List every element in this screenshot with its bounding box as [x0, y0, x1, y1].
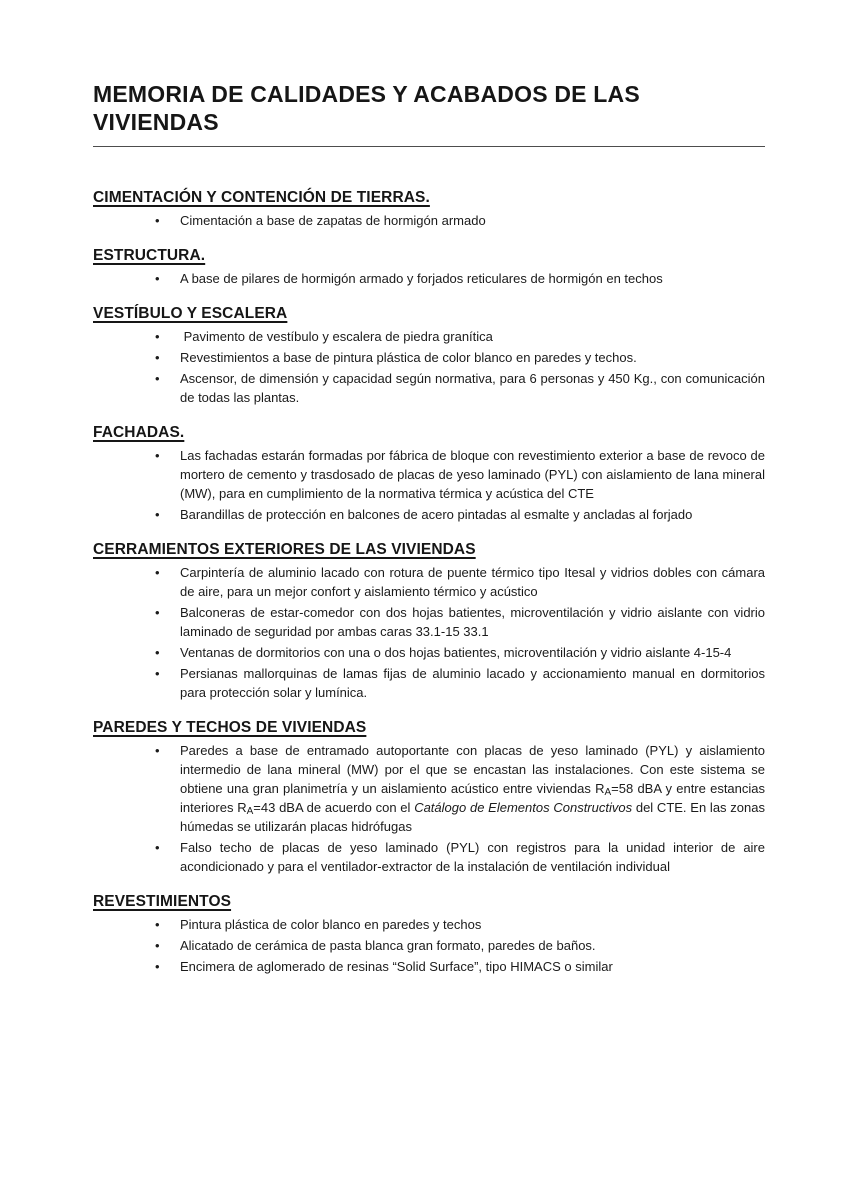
text-segment: Barandillas de protección en balcones de acero pintadas al esmalte y ancladas al forjado: [180, 507, 693, 522]
section-heading: PAREDES Y TECHOS DE VIVIENDAS: [93, 719, 367, 736]
bullet-item: [93, 741, 765, 836]
bullet-item: [93, 643, 765, 662]
bullet-item: [93, 936, 765, 955]
document-section: [93, 304, 765, 407]
italic-text: Catálogo de Elementos Constructivos: [414, 800, 633, 815]
bullet-list: [93, 269, 765, 288]
bullet-list: [93, 327, 765, 407]
document-section: [93, 892, 765, 976]
section-heading: REVESTIMIENTOS: [93, 893, 232, 910]
text-segment: A base de pilares de hormigón armado y forjados reticulares de hormigón en techos: [180, 271, 663, 286]
text-segment: =43 dBA de acuerdo con el: [253, 800, 415, 815]
bullet-item: [93, 446, 765, 503]
text-segment: Paredes a base de entramado autoportante con placas de yeso laminado (PYL) y aislamiento intermedio de lana mineral (MW) por el que se encastan las instalaciones. Con este sistema se obtiene una gran planimetría y un aislamiento acústico entre viviendas R: [180, 743, 765, 796]
bullet-item: [93, 957, 765, 976]
text-segment: Ascensor, de dimensión y capacidad según normativa, para 6 personas y 450 Kg., con comunicación de todas las plantas.: [180, 371, 765, 405]
text-segment: =58 dBA y entre estancias interiores R: [180, 781, 766, 815]
section-heading: ESTRUCTURA.: [93, 247, 206, 264]
subscript-text: A: [246, 805, 254, 817]
bullet-list: [93, 211, 765, 230]
document-section: [93, 423, 765, 524]
bullet-item: [93, 211, 765, 230]
bullet-item: [93, 348, 765, 367]
text-segment: Falso techo de placas de yeso laminado (PYL) con registros para la unidad interior de aire acondicionado y para el ventilador-extractor de la instalación de ventilación individual: [180, 840, 765, 874]
text-segment: Alicatado de cerámica de pasta blanca gran formato, paredes de baños.: [180, 938, 596, 953]
text-segment: Carpintería de aluminio lacado con rotura de puente térmico tipo Itesal y vidrios dobles con cámara de aire, para un mejor confort y aislamiento térmico y acústico: [180, 565, 765, 599]
bullet-list: [93, 563, 765, 702]
text-segment: Ventanas de dormitorios con una o dos hojas batientes, microventilación y vidrio aislante 4-15-4: [180, 645, 732, 660]
bullet-list: [93, 915, 765, 976]
text-segment: Pavimento de vestíbulo y escalera de piedra granítica: [180, 329, 493, 344]
document-section: [93, 718, 765, 876]
section-heading: CERRAMIENTOS EXTERIORES DE LAS VIVIENDAS: [93, 541, 476, 558]
bullet-item: [93, 563, 765, 601]
bullet-item: [93, 838, 765, 876]
text-segment: Balconeras de estar-comedor con dos hojas batientes, microventilación y vidrio aislante con vidrio laminado de seguridad por ambas caras 33.1-15 33.1: [180, 605, 765, 639]
text-segment: del CTE. En las zonas húmedas se utilizarán placas hidrófugas: [180, 800, 765, 834]
document-title: MEMORIA DE CALIDADES Y ACABADOS DE LAS VIVIENDAS: [93, 80, 765, 147]
text-segment: Encimera de aglomerado de resinas “Solid Surface”, tipo HIMACS o similar: [180, 959, 613, 974]
section-heading: FACHADAS.: [93, 424, 185, 441]
bullet-item: [93, 664, 765, 702]
sections-container: [93, 147, 765, 976]
bullet-item: [93, 369, 765, 407]
text-segment: Las fachadas estarán formadas por fábrica de bloque con revestimiento exterior a base de revoco de mortero de cemento y trasdosado de placas de yeso laminado (PYL) con aislamiento de lana mineral (MW), para en cumplimiento de la normativa térmica y acústica del CTE: [180, 448, 765, 501]
bullet-item: [93, 603, 765, 641]
bullet-item: [93, 269, 765, 288]
text-segment: Cimentación a base de zapatas de hormigón armado: [180, 213, 486, 228]
section-heading: VESTÍBULO Y ESCALERA: [93, 305, 288, 322]
section-heading: CIMENTACIÓN Y CONTENCIÓN DE TIERRAS.: [93, 189, 430, 206]
bullet-list: [93, 741, 765, 876]
text-segment: Revestimientos a base de pintura plástica de color blanco en paredes y techos.: [180, 350, 637, 365]
document-section: [93, 188, 765, 230]
subscript-text: A: [604, 786, 612, 798]
document-section: [93, 540, 765, 702]
document-section: [93, 246, 765, 288]
bullet-list: [93, 446, 765, 524]
text-segment: Persianas mallorquinas de lamas fijas de aluminio lacado y accionamiento manual en dormitorios para protección solar y lumínica.: [180, 666, 765, 700]
bullet-item: [93, 915, 765, 934]
text-segment: Pintura plástica de color blanco en paredes y techos: [180, 917, 482, 932]
bullet-item: [93, 505, 765, 524]
bullet-item: [93, 327, 765, 346]
